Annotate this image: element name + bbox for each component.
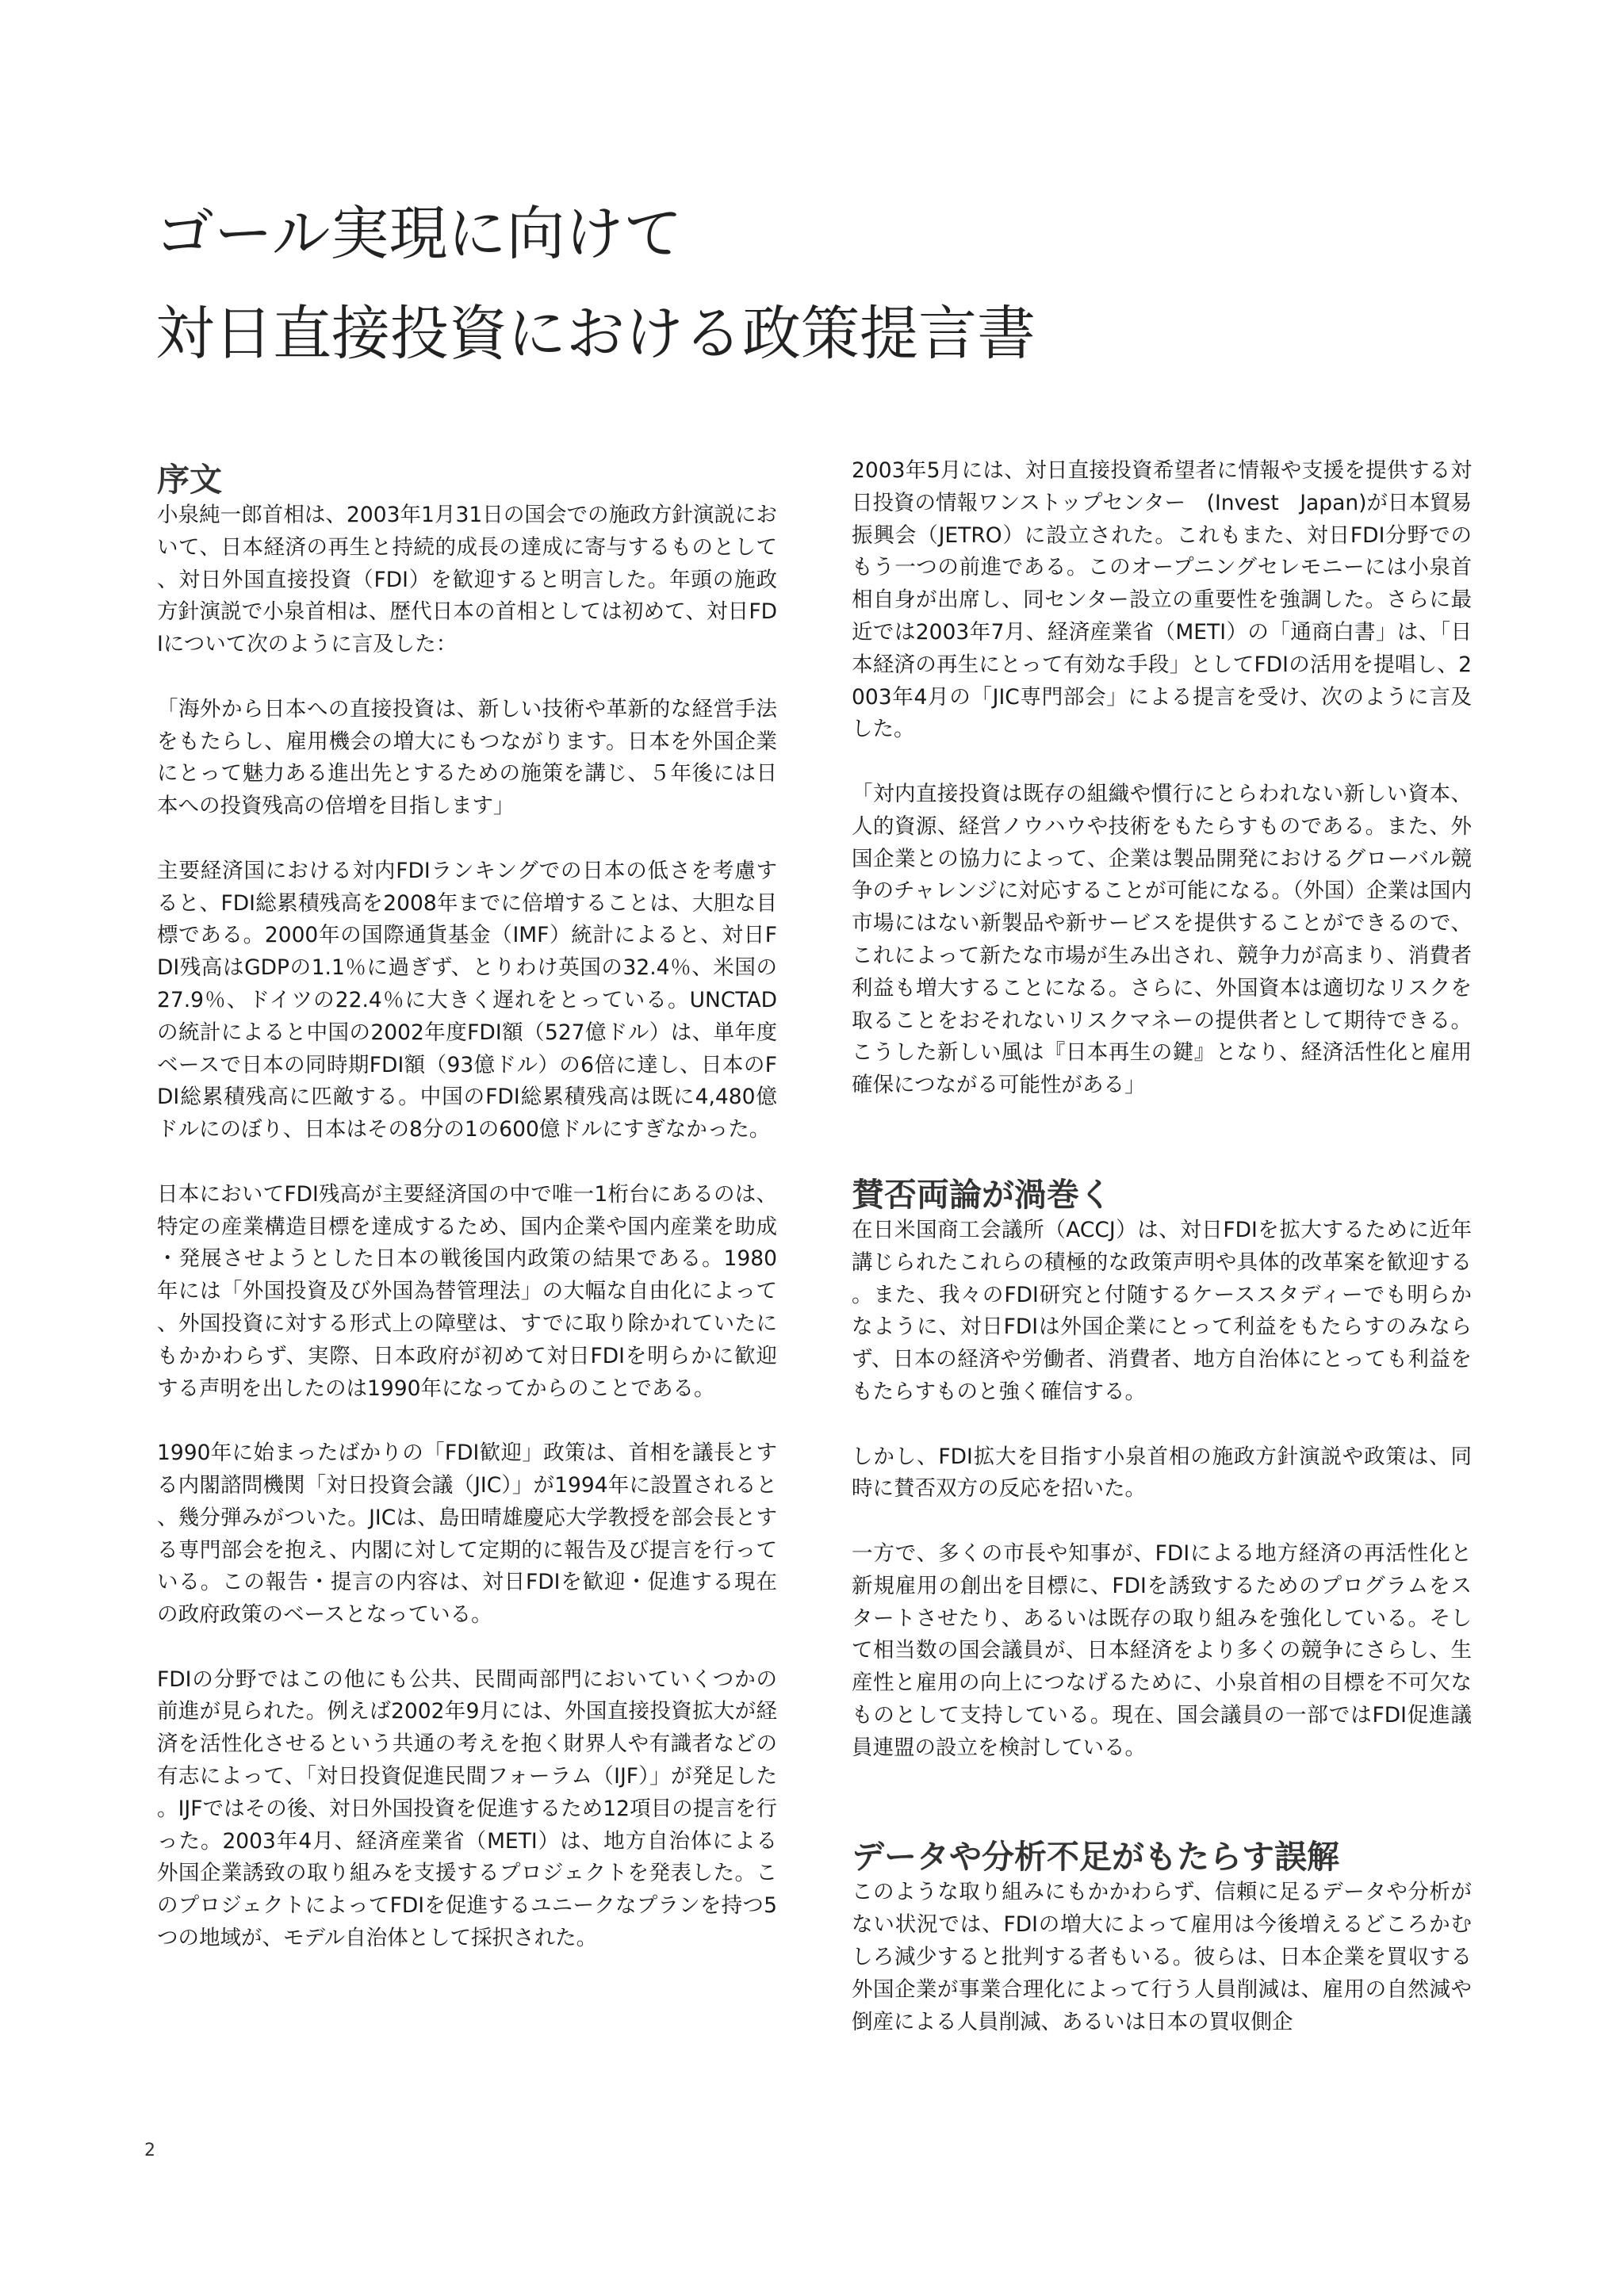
page-title-line-1: ゴール実現に向けて — [155, 200, 683, 268]
left-column — [157, 460, 777, 1955]
paragraph: しかし、FDI拡大を目指す小泉首相の施政方針演説や政策は、同時に賛否双方の反応を招いた。 — [852, 1444, 1472, 1502]
paragraph: 小泉純一郎首相は、2003年1月31日の国会での施政方針演説において、日本経済の再生と持続的成長の達成に寄与するものとして、対日外国直接投資（FDI）を歓迎すると明言した。年頭の施政方針演説で小泉首相は、歴代日本の首相としては初めて、対日FDIについて次のように言及した： — [157, 503, 777, 657]
paragraph: 一方で、多くの市長や知事が、FDIによる地方経済の再活性化と新規雇用の創出を目標に、FDIを誘致するためのプログラムをスタートさせたり、あるいは既存の取り組みを強化している。そして相当数の国会議員が、日本経済をより多くの競争にさらし、生産性と雇用の向上につなげるために、小泉首相の目標を不可欠なものとして支持している。現在、国会議員の一部ではFDI促進議員連盟の設立を検討している。 — [852, 1540, 1472, 1760]
paragraph: 日本においてFDI残高が主要経済国の中で唯一1桁台にあるのは、特定の産業構造目標を達成するため、国内企業や国内産業を助成・発展させようとした日本の戦後国内政策の結果である。1980年には「外国投資及び外国為替管理法」の大幅な自由化によって、外国投資に対する形式上の障壁は、すでに取り除かれていたにもかかわらず、実際、日本政府が初めて対日FDIを明らかに歓迎する声明を出したのは1990年になってからのことである。 — [157, 1181, 777, 1401]
section-heading-misunderstanding: データや分析不足がもたらす誤解 — [852, 1838, 1339, 1877]
quote-paragraph: 「対内直接投資は既存の組織や慣行にとらわれない新しい資本、人的資源、経営ノウハウや技術をもたらすものである。また、外国企業との協力によって、企業は製品開発におけるグローバル競争のチャレンジに対応することが可能になる。（外国）企業は国内市場にはない新製品や新サービスを提供することができるので、これによって新たな市場が生み出され、競争力が高まり、消費者利益も増大することになる。さらに、外国資本は適切なリスクを取ることをおそれないリスクマネーの提供者として期待できる。こうした新しい風は『日本再生の鍵』となり、経済活性化と雇用確保につながる可能性がある」 — [852, 781, 1472, 1098]
page-title-line-2: 対日直接投資における政策提言書 — [155, 300, 1036, 368]
paragraph: このような取り組みにもかかわらず、信頼に足るデータや分析がない状況では、FDIの増大によって雇用は今後増えるどころかむしろ減少すると批判する者もいる。彼らは、日本企業を買収する外国企業が事業合理化によって行う人員削減は、雇用の自然減や倒産による人員削減、あるいは日本の買収側企 — [852, 1880, 1472, 2034]
paragraph: 1990年に始まったばかりの「FDI歓迎」政策は、首相を議長とする内閣諮問機関「対日投資会議（JIC）」が1994年に設置されると、幾分弾みがついた。JICは、島田晴雄慶応大学教授を部会長とする専門部会を抱え、内閣に対して定期的に報告及び提言を行っている。この報告・提言の内容は、対日FDIを歓迎・促進する現在の政府政策のベースとなっている。 — [157, 1441, 777, 1628]
section-heading-pros-and-cons: 賛否両論が渦巻く — [852, 1175, 1112, 1214]
page-number: 2 — [144, 2141, 155, 2160]
paragraph: FDIの分野ではこの他にも公共、民間両部門においていくつかの前進が見られた。例えば2002年9月には、外国直接投資拡大が経済を活性化させるという共通の考えを抱く財界人や有識者などの有志によって、「対日投資促進民間フォーラム（IJF）」が発足した。IJFではその後、対日外国投資を促進するため12項目の提言を行った。2003年4月、経済産業省（METI）は、地方自治体による外国企業誘致の取り組みを支援するプロジェクトを発表した。このプロジェクトによってFDIを促進するユニークなプランを持つ5つの地域が、モデル自治体として採択された。 — [157, 1667, 777, 1951]
paragraph: 主要経済国における対内FDIランキングでの日本の低さを考慮すると、FDI総累積残高を2008年までに倍増することは、大胆な目標である。2000年の国際通貨基金（IMF）統計によると、対日FDI残高はGDPの1.1％に過ぎず、とりわけ英国の32.4％、米国の27.9％、ドイツの22.4％に大きく遅れをとっている。UNCTADの統計によると中国の2002年度FDI額（527億ドル）は、単年度ベースで日本の同時期FDI額（93億ドル）の6倍に達し、日本のFDI総累積残高に匹敵する。中国のFDI総累積残高は既に4,480億ドルにのぼり、日本はその8分の1の600億ドルにすぎなかった。 — [157, 858, 777, 1142]
section-heading-preface: 序文 — [157, 461, 222, 499]
quote-paragraph: 「海外から日本への直接投資は、新しい技術や革新的な経営手法をもたらし、雇用機会の増大にもつながります。日本を外国企業にとって魅力ある進出先とするための施策を講じ、５年後には日本への投資残高の倍増を目指します」 — [157, 696, 777, 819]
page-title — [155, 184, 1503, 384]
paragraph: 在日米国商工会議所（ACCJ）は、対日FDIを拡大するために近年講じられたこれらの積極的な政策声明や具体的改革案を歓迎する。また、我々のFDI研究と付随するケーススタディーでも明らかなように、対日FDIは外国企業にとって利益をもたらすのみならず、日本の経済や労働者、消費者、地方自治体にとっても利益をもたらすものと強く確信する。 — [852, 1217, 1472, 1404]
right-column — [852, 455, 1472, 2038]
paragraph: 2003年5月には、対日直接投資希望者に情報や支援を提供する対日投資の情報ワンストップセンター (Invest Japan)が日本貿易振興会（JETRO）に設立された。これもまた、対日FDI分野でのもう一つの前進である。このオープニングセレモニーには小泉首相自身が出席し、同センター設立の重要性を強調した。さらに最近では2003年7月、経済産業省（METI）の「通商白書」は、「日本経済の再生にとって有効な手段」としてFDIの活用を提唱し、2003年4月の「JIC専門部会」による提言を受け、次のように言及した。 — [852, 458, 1472, 742]
